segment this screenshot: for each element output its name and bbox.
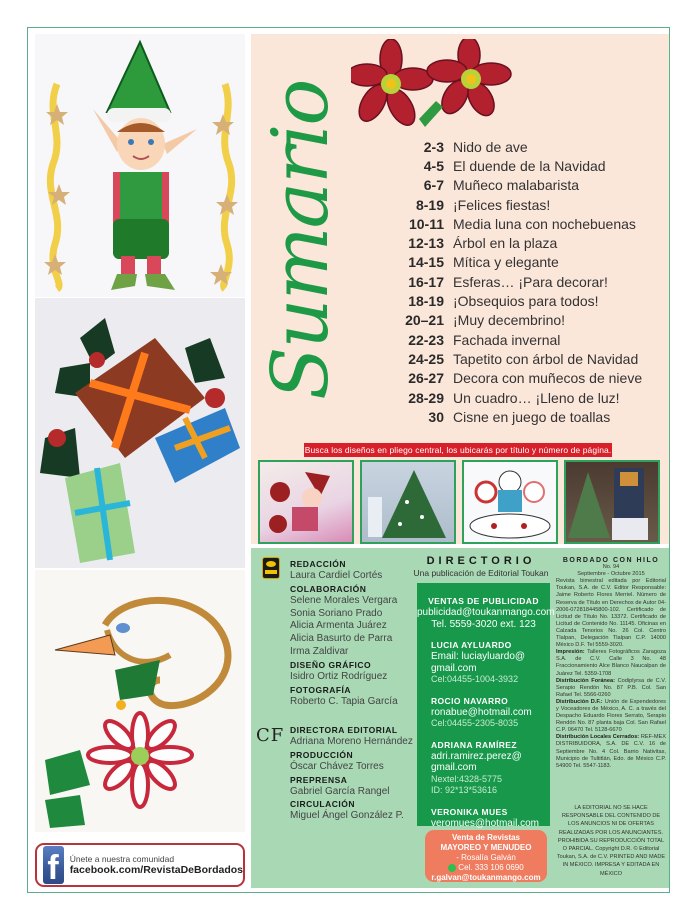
issue-number: No. 94 bbox=[602, 564, 620, 571]
contact-email[interactable]: gmail.com bbox=[431, 762, 477, 773]
toc-item[interactable] bbox=[384, 330, 674, 349]
credit-name: Irma Zaldivar bbox=[290, 645, 349, 657]
credit-name: Selene Morales Vergara bbox=[290, 594, 398, 606]
thumbnail-christmas-tree[interactable] bbox=[360, 460, 456, 544]
toc-pages: 6-7 bbox=[423, 177, 444, 194]
toc-item[interactable] bbox=[384, 156, 674, 175]
contact-lucia bbox=[417, 640, 550, 686]
legal-text: Codiplyrsa de C.V. Serapio Rendón No. 87 P.B. Col. San Rafael Tel. 5566-0260 bbox=[556, 677, 666, 698]
directorio-title: DIRECTORIO bbox=[426, 555, 536, 567]
credit-role: COLABORACIÓN bbox=[290, 583, 367, 594]
issue-period: Septiembre - Octubre 2015 bbox=[577, 571, 645, 578]
venta-phone: Cel. 333 106 0690 bbox=[458, 863, 524, 872]
whatsapp-icon bbox=[448, 864, 456, 872]
legal-section bbox=[556, 649, 666, 677]
credit-role: DISEÑO GRÁFICO bbox=[290, 659, 372, 670]
toc-pages: 14-15 bbox=[408, 254, 444, 271]
toc-pages: 4-5 bbox=[423, 157, 444, 174]
production-credits bbox=[290, 724, 415, 823]
toc-item[interactable] bbox=[384, 349, 674, 368]
thumbnail-winter-facade[interactable] bbox=[564, 460, 660, 544]
cf-logo: CF bbox=[256, 725, 285, 746]
toc-item[interactable] bbox=[384, 407, 674, 426]
toc-title: Mítica y elegante bbox=[453, 254, 559, 271]
toc-pages: 28-29 bbox=[408, 389, 444, 406]
directorio-box bbox=[417, 583, 555, 829]
toc-pages: 26-27 bbox=[408, 370, 444, 387]
credit-name: Adriana Moreno Hernández bbox=[290, 736, 413, 747]
credit-role: REDACCIÓN bbox=[290, 559, 346, 569]
credit-name: Óscar Chávez Torres bbox=[290, 760, 384, 772]
credit-role: CIRCULACIÓN bbox=[290, 799, 355, 810]
legal-label: Impresión: bbox=[556, 649, 585, 656]
toc-item[interactable] bbox=[384, 253, 674, 272]
contact-email[interactable]: gmail.com bbox=[431, 662, 477, 674]
toc-title: Nido de ave bbox=[453, 138, 528, 155]
toc-title: Fachada invernal bbox=[453, 331, 561, 348]
toc-pages: 20–21 bbox=[405, 312, 444, 329]
toc-item[interactable] bbox=[384, 214, 674, 233]
toc-pages: 22-23 bbox=[408, 331, 444, 348]
credit-role: FOTOGRAFÍA bbox=[290, 684, 352, 695]
contact-email[interactable]: veromues@hotmail.com bbox=[431, 817, 539, 829]
venta-revistas-box bbox=[425, 830, 547, 882]
credit-role: DIRECTORA EDITORIAL bbox=[290, 725, 398, 735]
credit-name: Gabriel García Rangel bbox=[290, 785, 390, 797]
toc-item[interactable] bbox=[384, 195, 674, 214]
ventas-heading: VENTAS DE PUBLICIDAD bbox=[428, 596, 539, 606]
contact-adriana bbox=[417, 740, 550, 797]
credit-name: Roberto C. Tapia García bbox=[290, 695, 398, 707]
contact-phone: Nextel:4328-5775 bbox=[431, 773, 503, 784]
toc-pages: 18-19 bbox=[408, 293, 444, 310]
venta-heading: Venta de Revistas bbox=[451, 833, 521, 842]
credit-role: PRODUCCIÓN bbox=[290, 749, 354, 760]
legal-text: Talleres Fotográficos Zaragoza S.A. de C.V. Calle 3 No. 48 Fraccionamiento Alce Blanco Naucalpan de Juárez Tel. 5359-1708 bbox=[556, 649, 666, 677]
toc-title: Decora con muñecos de nieve bbox=[453, 370, 643, 387]
credit-name: Alicia Basurto de Parra bbox=[290, 633, 393, 645]
ventas-email[interactable]: publicidad@toukanmango.com bbox=[417, 607, 555, 618]
facebook-url[interactable]: facebook.com/RevistaDeBordados bbox=[69, 864, 243, 876]
toc-item[interactable] bbox=[384, 137, 674, 156]
legal-disclaimer: LA EDITORIAL NO SE HACE RESPONSABLE DEL CONTENIDO DE LOS ANUNCIOS NI DE OFERTAS REALIZADAS POR LOS ANUNCIANTES. PROHIBIDA SU REPRODUCCIÓN TOTAL O PARCIAL. Copyright D.R. © Editorial Toukan, S.A. de C.V. PRINTED AND MADE IN MÉXICO. IMPRESA Y EDITADA EN MÉXICO bbox=[556, 805, 666, 877]
toukan-logo-icon bbox=[262, 557, 280, 579]
toc-title: ¡Muy decembrino! bbox=[453, 312, 566, 329]
facebook-community-link[interactable] bbox=[35, 843, 245, 887]
legal-body: Revista bimestral editada por Editorial Toukan, S.A. de C.V. Editor Responsable: Jaime Roberto Flores Merriel. Número de Reserva de Título en Derechos de Autor 04-2006-072818445800-102. Certificado de Licitud de Título No. 13372. Certificado de Licitud de Contenido No. 11145. Oficinas en Calzada Tenorios No. 26 Col. Centro Tlalpan, Delegación Tlalpan C.P. 14000 México D.F. Tel 5559-3020. bbox=[556, 578, 666, 649]
toc-item[interactable] bbox=[384, 233, 674, 252]
ventas-publicidad bbox=[417, 596, 555, 630]
toc-title: ¡Felices fiestas! bbox=[453, 196, 551, 213]
facebook-icon: f bbox=[43, 846, 64, 884]
toc-pages: 24-25 bbox=[408, 350, 444, 367]
legal-info bbox=[556, 557, 666, 770]
toc-pages: 16-17 bbox=[408, 273, 444, 290]
legal-section bbox=[556, 678, 666, 699]
contact-rocio bbox=[417, 696, 550, 730]
legal-text: REF-MEX DISTRIBUIDORA, S.A. DE C.V. 16 de Septiembre No. 4 Col. Barrio Nativitas, Municipio de Tultitlán, Edo. de México C.P. 54900 Tel. 5547-1183. bbox=[556, 734, 666, 769]
legal-section bbox=[556, 699, 666, 734]
legal-label: Distribución Locales Cerrados: bbox=[556, 734, 640, 741]
swan-embroidery-image bbox=[35, 570, 245, 832]
toc-pages: 2-3 bbox=[423, 138, 444, 155]
credit-name: Alicia Armenta Juárez bbox=[290, 620, 387, 632]
toc-title: Esferas… ¡Para decorar! bbox=[453, 273, 608, 290]
toc-item[interactable] bbox=[384, 272, 674, 291]
editorial-credits bbox=[290, 558, 415, 708]
contact-name: LUCIA AYLUARDO bbox=[431, 640, 512, 650]
toc-title: ¡Obsequios para todos! bbox=[453, 293, 599, 310]
pattern-location-banner: Busca los diseños en pliego central, los ubicarás por título y número de página. bbox=[304, 445, 612, 455]
contact-id: ID: 92*13*53616 bbox=[431, 785, 498, 795]
summary-title: Sumario bbox=[256, 80, 346, 400]
contact-veronika bbox=[417, 807, 550, 830]
thumbnail-strip bbox=[258, 460, 662, 544]
toc-title: Cisne en juego de toallas bbox=[453, 408, 611, 425]
legal-section bbox=[556, 734, 666, 769]
credit-role: PREPRENSA bbox=[290, 774, 348, 785]
contact-email[interactable]: ronabue@hotmail.com bbox=[431, 706, 532, 718]
toc-item[interactable] bbox=[384, 311, 674, 330]
toc-item[interactable] bbox=[384, 176, 674, 195]
thumbnail-snowmen[interactable] bbox=[462, 460, 558, 544]
credit-name: Miguel Ángel González P. bbox=[290, 810, 404, 822]
credit-name: Sonia Soriano Prado bbox=[290, 607, 383, 619]
table-of-contents bbox=[384, 137, 674, 426]
toc-title: El duende de la Navidad bbox=[453, 157, 606, 174]
contact-email[interactable]: adri.ramirez.perez@ bbox=[431, 750, 522, 762]
thumbnail-santa-doll[interactable] bbox=[258, 460, 354, 544]
toc-item[interactable] bbox=[384, 291, 674, 310]
legal-label: Distribución Foránea: bbox=[556, 677, 615, 684]
toc-title: Tapetito con árbol de Navidad bbox=[453, 350, 639, 367]
venta-email[interactable]: r.galvan@toukanmango.com bbox=[431, 873, 541, 882]
directorio-header bbox=[412, 555, 550, 578]
legal-text: Unión de Expendedores y Voceadores de México, A. C. a través del Despacho Eduardo Flores Serrato, Serapio Rendón No. 87 planta baja Col. San Rafael C.P. 06470 Tel. 5128-6670 bbox=[556, 698, 666, 734]
contact-name: VERONIKA MUES bbox=[431, 806, 508, 817]
facebook-tagline: Únete a nuestra comunidad bbox=[69, 854, 175, 864]
toc-item[interactable] bbox=[384, 388, 674, 407]
toc-pages: 12-13 bbox=[408, 235, 444, 252]
venta-contact-name: - Rosalía Galván bbox=[456, 853, 516, 862]
contact-phone: Cel:04455-1004-3932 bbox=[431, 674, 519, 684]
toc-title: Árbol en la plaza bbox=[453, 235, 558, 252]
poinsettia-image bbox=[351, 39, 521, 129]
venta-subheading: MAYOREO Y MENUDEO bbox=[440, 843, 532, 852]
toc-title: Muñeco malabarista bbox=[453, 177, 580, 194]
toc-pages: 8-19 bbox=[415, 196, 444, 213]
toc-title: Un cuadro… ¡Lleno de luz! bbox=[453, 389, 620, 406]
directorio-subtitle: Una publicación de Editorial Toukan bbox=[413, 568, 549, 578]
toc-item[interactable] bbox=[384, 369, 674, 388]
ventas-phone: Tel. 5559-3020 ext. 123 bbox=[431, 618, 536, 630]
magazine-title: BORDADO CON HILO bbox=[562, 557, 660, 564]
credit-name: Laura Cardiel Cortés bbox=[290, 570, 383, 581]
legal-label: Distribución D.F.: bbox=[556, 698, 603, 705]
credit-name: Isidro Ortiz Rodríguez bbox=[290, 670, 388, 682]
toc-title: Media luna con nochebuenas bbox=[453, 215, 636, 232]
toc-pages: 30 bbox=[428, 408, 444, 425]
contact-name: ROCIO NAVARRO bbox=[431, 695, 509, 706]
contact-name: ADRIANA RAMÍREZ bbox=[431, 739, 517, 750]
contact-phone: Cel:04455-2305-8035 bbox=[431, 718, 519, 728]
elf-embroidery-image bbox=[35, 34, 245, 297]
gifts-embroidery-image bbox=[35, 298, 245, 568]
toc-pages: 10-11 bbox=[408, 215, 444, 232]
contact-email[interactable]: Email: luciayluardo@ bbox=[431, 651, 526, 662]
